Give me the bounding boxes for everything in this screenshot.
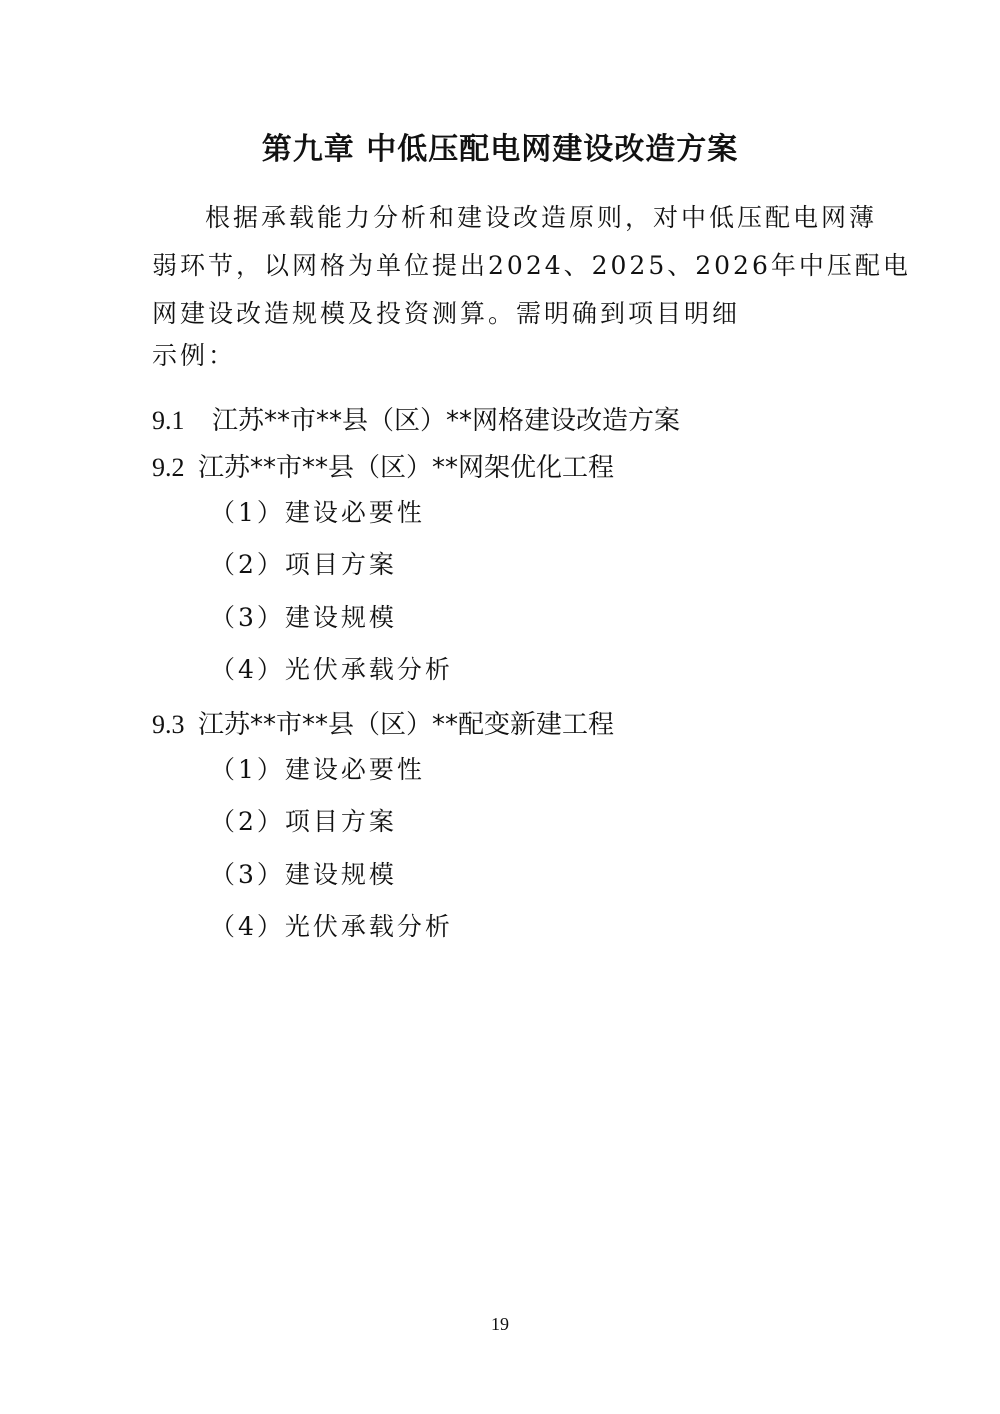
list-item: （4）光伏承载分析 (210, 912, 453, 941)
list-item: （1）建设必要性 (210, 755, 425, 784)
section-number: 9.3 (152, 710, 185, 739)
list-item: （4）光伏承载分析 (210, 655, 453, 684)
list-item: （2）项目方案 (210, 807, 397, 836)
section-number: 9.2 (152, 453, 185, 482)
section-title: 江苏**市**县（区）**网架优化工程 (198, 453, 615, 483)
intro-line-3: 网建设改造规模及投资测算。需明确到项目明细 (152, 299, 741, 328)
section-title: 江苏**市**县（区）**网格建设改造方案 (212, 406, 681, 436)
list-item: （1）建设必要性 (210, 498, 425, 527)
section-heading-9-3 (152, 705, 614, 745)
intro-line-1: 根据承载能力分析和建设改造原则，对中低压配电网薄 (205, 203, 878, 232)
list-item: （2）项目方案 (210, 550, 397, 579)
section-heading-9-1 (152, 401, 680, 441)
list-item: （3）建设规模 (210, 860, 397, 889)
page-number: 19 (491, 1314, 509, 1334)
section-heading-9-2 (152, 448, 614, 488)
section-number: 9.1 (152, 406, 185, 435)
section-title: 江苏**市**县（区）**配变新建工程 (198, 710, 615, 740)
list-item: （3）建设规模 (210, 603, 397, 632)
intro-line-4: 示例： (152, 341, 237, 370)
intro-line-2: 弱环节，以网格为单位提出2024、2025、2026年中压配电 (152, 251, 911, 280)
chapter-title: 第九章 中低压配电网建设改造方案 (261, 132, 739, 167)
